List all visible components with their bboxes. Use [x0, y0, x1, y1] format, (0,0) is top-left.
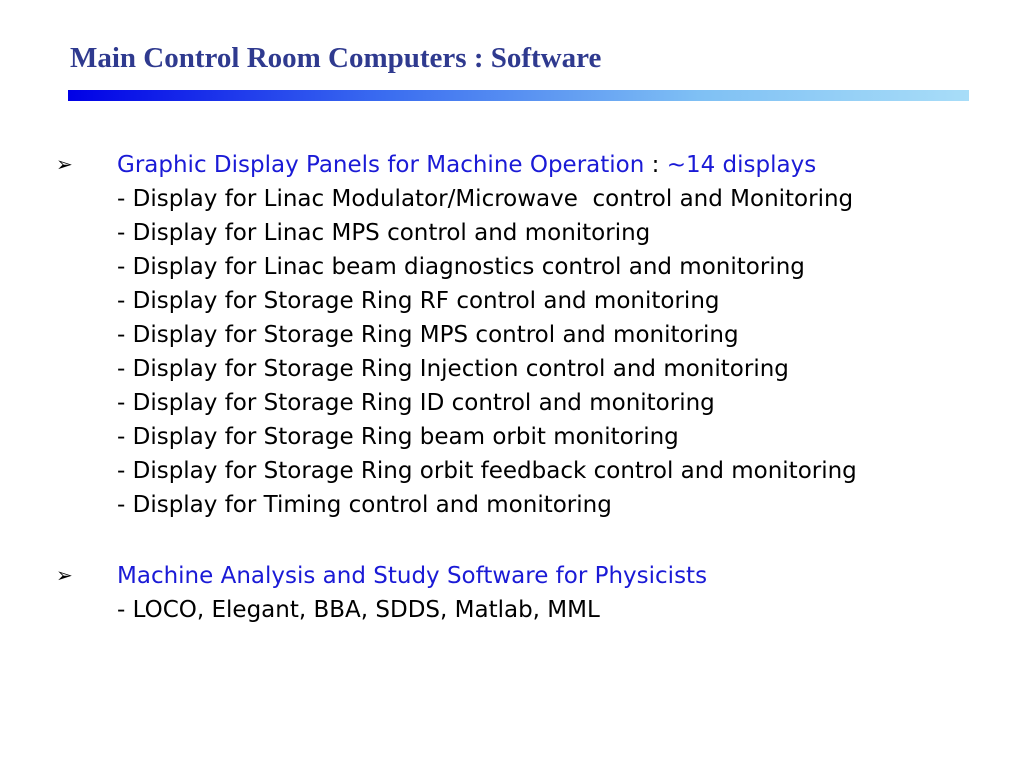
- list-item: - Display for Storage Ring ID control and monitoring: [117, 390, 715, 416]
- section-heading-count: ~14 displays: [666, 152, 817, 178]
- list-item: - LOCO, Elegant, BBA, SDDS, Matlab, MML: [117, 597, 600, 623]
- list-item: - Display for Storage Ring orbit feedback control and monitoring: [117, 458, 857, 484]
- list-item: - Display for Storage Ring RF control and monitoring: [117, 288, 720, 314]
- list-item: - Display for Storage Ring Injection control and monitoring: [117, 356, 789, 382]
- section-heading: [117, 148, 816, 182]
- section-heading-text: Machine Analysis and Study Software for Physicists: [117, 563, 708, 589]
- list-item: - Display for Linac Modulator/Microwave control and Monitoring: [117, 186, 854, 212]
- slide-title: Main Control Room Computers : Software: [70, 42, 602, 74]
- list-item: - Display for Storage Ring beam orbit monitoring: [117, 424, 679, 450]
- section-heading: [117, 559, 707, 593]
- list-item: - Display for Timing control and monitoring: [117, 492, 612, 518]
- title-underline-bar: [68, 90, 969, 101]
- list-item: - Display for Storage Ring MPS control and monitoring: [117, 322, 739, 348]
- arrowhead-bullet-icon: ➢: [56, 152, 73, 176]
- list-item: - Display for Linac MPS control and monitoring: [117, 220, 651, 246]
- section-heading-separator: :: [644, 152, 667, 178]
- arrowhead-bullet-icon: ➢: [56, 563, 73, 587]
- section-heading-text: Graphic Display Panels for Machine Operation: [117, 152, 645, 178]
- list-item: - Display for Linac beam diagnostics control and monitoring: [117, 254, 805, 280]
